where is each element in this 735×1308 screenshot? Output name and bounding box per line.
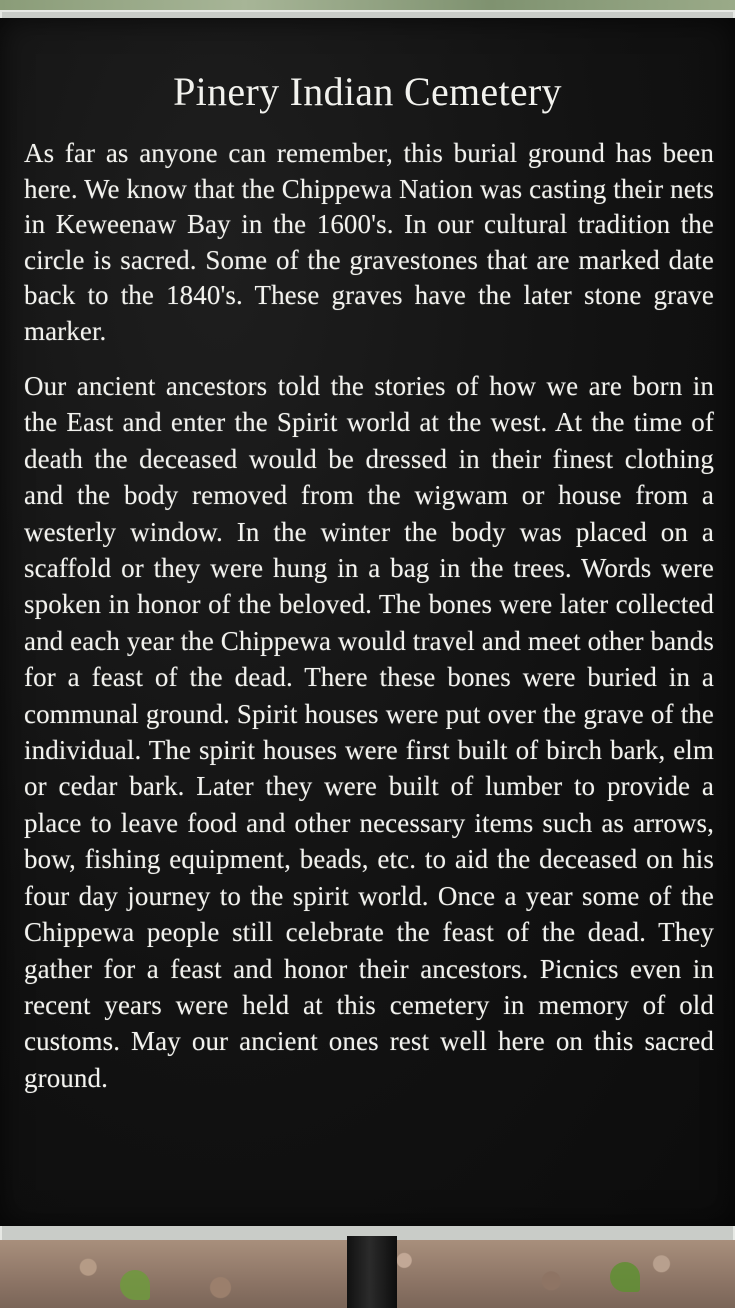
sign-title: Pinery Indian Cemetery: [173, 69, 562, 114]
plant-leaf: [610, 1262, 640, 1292]
sign-post: [347, 1236, 397, 1308]
sign-paragraph-2: Our ancient ancestors told the stories of how we are born in the East and enter the Spirit world at the west. At the time of death the deceased would be dressed in their finest clothing and the body removed from the wigwam or house from a westerly window. In the winter the body was placed on a scaffold or they were hung in a bag in the trees. Words were spoken in honor of the beloved. The bones were later collected and each year the Chippewa would travel and meet other bands for a feast of the dead. There these bones were buried in a communal ground. Spirit houses were put over the grave of the individual. The spirit houses were first built of birch bark, elm or cedar bark. Later they were built of lumber to provide a place to leave food and other necessary items such as arrows, bow, fishing equipment, beads, etc. to aid the deceased on his four day journey to the spirit world. Once a year some of the Chippewa people still celebrate the feast of the dead. They gather for a feast and honor their ancestors. Picnics even in recent years were held at this cemetery in memory of old customs. May our ancient ones rest well here on this sacred ground.: [24, 371, 714, 1093]
plant-leaf: [120, 1270, 150, 1300]
sign-plaque: [0, 18, 735, 1226]
sign-paragraph-1: As far as anyone can remember, this burial ground has been here. We know that the Chippewa Nation was casting their nets in Keweenaw Bay in the 1600's. In our cultural tradition the circle is sacred. Some of the gravestones that are marked date back to the 1840's. These graves have the later stone grave marker.: [24, 138, 714, 346]
